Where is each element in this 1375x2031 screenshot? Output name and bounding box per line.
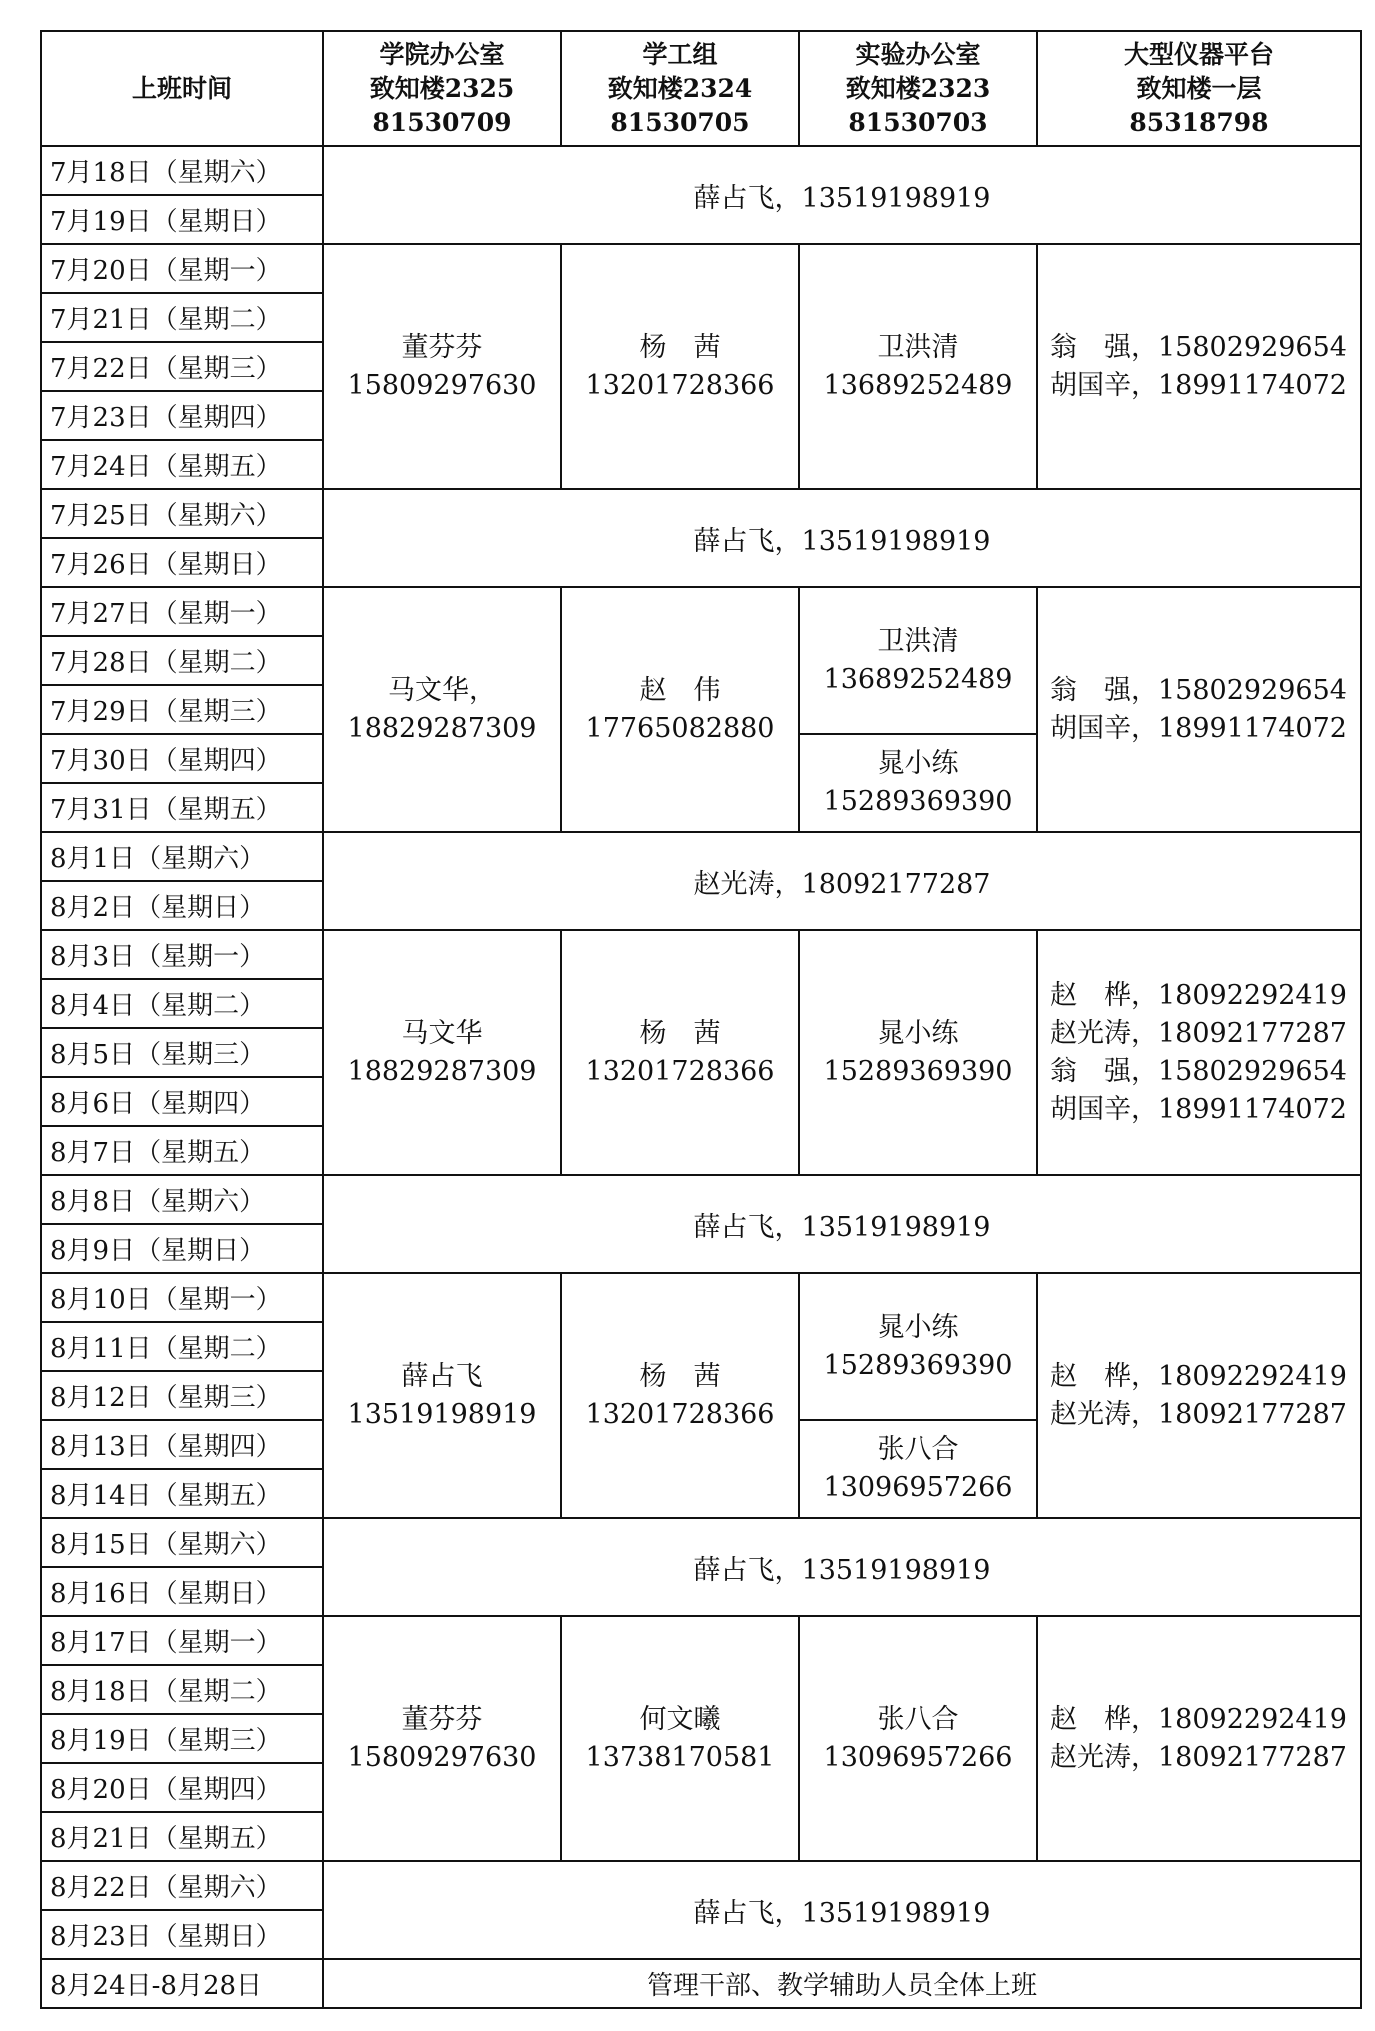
date-cell: 7月25日（星期六）: [41, 489, 323, 538]
lab-duty-cell: [799, 734, 1037, 832]
cell-line: 上班时间: [131, 73, 232, 103]
date-cell: 8月11日（星期二）: [41, 1322, 323, 1371]
instrument-duty-cell: [1037, 1273, 1361, 1518]
header-student-affairs: [561, 31, 799, 146]
cell-line: 赵光涛，18092177287: [1050, 1017, 1347, 1049]
lab-duty-cell: [799, 1273, 1037, 1420]
cell-line: 13201728366: [585, 1398, 775, 1430]
date-cell: 8月20日（星期四）: [41, 1763, 323, 1812]
header-row: [41, 31, 1361, 146]
cell-line: 15809297630: [347, 369, 537, 401]
cell-line: 81530709: [372, 107, 512, 137]
header-time: [41, 31, 323, 146]
cell-line: 杨 茜: [639, 331, 721, 363]
header-instrument-platform: [1037, 31, 1361, 146]
cell-line: 13738170581: [585, 1741, 775, 1773]
date-cell: 7月27日（星期一）: [41, 587, 323, 636]
student-affairs-duty-cell: [561, 1616, 799, 1861]
instrument-duty-cell: [1037, 244, 1361, 489]
office-duty-cell: [323, 587, 561, 832]
table-row: [41, 587, 1361, 636]
cell-line: 致知楼一层: [1136, 73, 1262, 103]
date-cell: 8月10日（星期一）: [41, 1273, 323, 1322]
date-cell: 8月15日（星期六）: [41, 1518, 323, 1567]
cell-line: 薛占飞: [401, 1360, 483, 1392]
instrument-duty-cell: [1037, 587, 1361, 832]
weekend-duty-cell: 薛占飞，13519198919: [323, 1861, 1361, 1959]
date-cell: 8月16日（星期日）: [41, 1567, 323, 1616]
instrument-duty-cell: [1037, 1616, 1361, 1861]
lab-duty-cell: [799, 1420, 1037, 1518]
date-cell: 8月23日（星期日）: [41, 1910, 323, 1959]
cell-line: 17765082880: [585, 712, 775, 744]
cell-line: 赵 桦，18092292419: [1050, 979, 1347, 1011]
cell-line: 大型仪器平台: [1123, 39, 1274, 69]
instrument-duty-cell: [1037, 930, 1361, 1175]
date-cell: 8月22日（星期六）: [41, 1861, 323, 1910]
cell-line: 赵光涛，18092177287: [1050, 1398, 1347, 1430]
cell-line: 实验办公室: [855, 39, 981, 69]
cell-line: 胡国辛，18991174072: [1050, 1093, 1347, 1125]
date-cell: 7月29日（星期三）: [41, 685, 323, 734]
table-row: [41, 146, 1361, 195]
cell-line: 翁 强，15802929654: [1050, 331, 1347, 363]
table-row: [41, 832, 1361, 881]
cell-line: 张八合: [877, 1703, 959, 1735]
table-row: [41, 244, 1361, 293]
lab-duty-cell: [799, 587, 1037, 734]
cell-line: 卫洪清: [877, 625, 959, 657]
date-cell: 7月18日（星期六）: [41, 146, 323, 195]
cell-line: 杨 茜: [639, 1017, 721, 1049]
date-cell: 8月6日（星期四）: [41, 1077, 323, 1126]
date-cell: 8月1日（星期六）: [41, 832, 323, 881]
lab-duty-cell: [799, 244, 1037, 489]
cell-line: 马文华，: [388, 674, 496, 706]
cell-line: 胡国辛，18991174072: [1050, 712, 1347, 744]
cell-line: 81530703: [848, 107, 988, 137]
weekend-duty-cell: 薛占飞，13519198919: [323, 489, 1361, 587]
table-row: [41, 1518, 1361, 1567]
duty-schedule-table: [40, 30, 1362, 2009]
cell-line: 翁 强，15802929654: [1050, 674, 1347, 706]
cell-line: 15289369390: [823, 1055, 1013, 1087]
cell-line: 卫洪清: [877, 331, 959, 363]
table-row: [41, 1175, 1361, 1224]
table-row: [41, 1273, 1361, 1322]
table-row: [41, 1616, 1361, 1665]
date-cell: 7月20日（星期一）: [41, 244, 323, 293]
weekend-duty-cell: 薛占飞，13519198919: [323, 146, 1361, 244]
date-cell: 7月19日（星期日）: [41, 195, 323, 244]
cell-line: 13519198919: [347, 1398, 537, 1430]
schedule-wrapper: [40, 30, 1362, 2009]
cell-line: 赵 桦，18092292419: [1050, 1703, 1347, 1735]
date-cell: 7月28日（星期二）: [41, 636, 323, 685]
cell-line: 马文华: [401, 1017, 483, 1049]
office-duty-cell: [323, 1616, 561, 1861]
date-cell: 8月18日（星期二）: [41, 1665, 323, 1714]
lab-duty-cell: [799, 1616, 1037, 1861]
cell-line: 15809297630: [347, 1741, 537, 1773]
cell-line: 15289369390: [823, 786, 1013, 817]
weekend-duty-cell: 薛占飞，13519198919: [323, 1175, 1361, 1273]
cell-line: 赵 桦，18092292419: [1050, 1360, 1347, 1392]
student-affairs-duty-cell: [561, 587, 799, 832]
table-row: [41, 930, 1361, 979]
date-cell: 8月4日（星期二）: [41, 979, 323, 1028]
header-lab-office: [799, 31, 1037, 146]
cell-line: 董芬芬: [401, 1703, 483, 1735]
office-duty-cell: [323, 244, 561, 489]
cell-line: 晁小练: [877, 748, 959, 779]
office-duty-cell: [323, 930, 561, 1175]
student-affairs-duty-cell: [561, 244, 799, 489]
date-cell: 8月19日（星期三）: [41, 1714, 323, 1763]
cell-line: 13201728366: [585, 1055, 775, 1087]
cell-line: 翁 强，15802929654: [1050, 1055, 1347, 1087]
date-cell: 8月9日（星期日）: [41, 1224, 323, 1273]
date-cell: 7月30日（星期四）: [41, 734, 323, 783]
office-duty-cell: [323, 1273, 561, 1518]
date-cell: 7月22日（星期三）: [41, 342, 323, 391]
cell-line: 18829287309: [347, 712, 537, 744]
cell-line: 董芬芬: [401, 331, 483, 363]
table-row: [41, 489, 1361, 538]
date-cell: 7月31日（星期五）: [41, 783, 323, 832]
date-cell: 7月21日（星期二）: [41, 293, 323, 342]
cell-line: 何文曦: [639, 1703, 721, 1735]
table-row: [41, 1861, 1361, 1910]
cell-line: 赵光涛，18092177287: [1050, 1741, 1347, 1773]
cell-line: 学院办公室: [379, 39, 505, 69]
cell-line: 胡国辛，18991174072: [1050, 369, 1347, 401]
cell-line: 13096957266: [823, 1472, 1013, 1503]
cell-line: 85318798: [1129, 107, 1269, 137]
date-cell: 8月2日（星期日）: [41, 881, 323, 930]
cell-line: 杨 茜: [639, 1360, 721, 1392]
cell-line: 致知楼2323: [845, 73, 991, 103]
cell-line: 81530705: [610, 107, 750, 137]
cell-line: 13201728366: [585, 369, 775, 401]
lab-duty-cell: [799, 930, 1037, 1175]
weekend-duty-cell: 薛占飞，13519198919: [323, 1518, 1361, 1616]
cell-line: 赵 伟: [639, 674, 721, 706]
cell-line: 13689252489: [823, 369, 1013, 401]
date-cell: 8月21日（星期五）: [41, 1812, 323, 1861]
header-college-office: [323, 31, 561, 146]
cell-line: 张八合: [877, 1434, 959, 1465]
cell-line: 致知楼2325: [369, 73, 515, 103]
date-cell: 8月12日（星期三）: [41, 1371, 323, 1420]
cell-line: 13689252489: [823, 663, 1013, 695]
date-cell: 8月14日（星期五）: [41, 1469, 323, 1518]
cell-line: 18829287309: [347, 1055, 537, 1087]
cell-line: 15289369390: [823, 1349, 1013, 1381]
student-affairs-duty-cell: [561, 1273, 799, 1518]
date-cell: 7月24日（星期五）: [41, 440, 323, 489]
cell-line: 致知楼2324: [607, 73, 753, 103]
all-staff-cell: 管理干部、教学辅助人员全体上班: [323, 1959, 1361, 2008]
date-cell: 8月13日（星期四）: [41, 1420, 323, 1469]
date-cell: 7月23日（星期四）: [41, 391, 323, 440]
student-affairs-duty-cell: [561, 930, 799, 1175]
date-cell: 8月8日（星期六）: [41, 1175, 323, 1224]
table-row: [41, 1959, 1361, 2008]
weekend-duty-cell: 赵光涛，18092177287: [323, 832, 1361, 930]
cell-line: 晁小练: [877, 1017, 959, 1049]
date-cell: 8月3日（星期一）: [41, 930, 323, 979]
date-cell: 8月7日（星期五）: [41, 1126, 323, 1175]
date-cell: 8月17日（星期一）: [41, 1616, 323, 1665]
cell-line: 晁小练: [877, 1311, 959, 1343]
cell-line: 13096957266: [823, 1741, 1013, 1773]
date-range-cell: 8月24日-8月28日: [41, 1959, 323, 2008]
date-cell: 7月26日（星期日）: [41, 538, 323, 587]
date-cell: 8月5日（星期三）: [41, 1028, 323, 1077]
cell-line: 学工组: [642, 39, 718, 69]
